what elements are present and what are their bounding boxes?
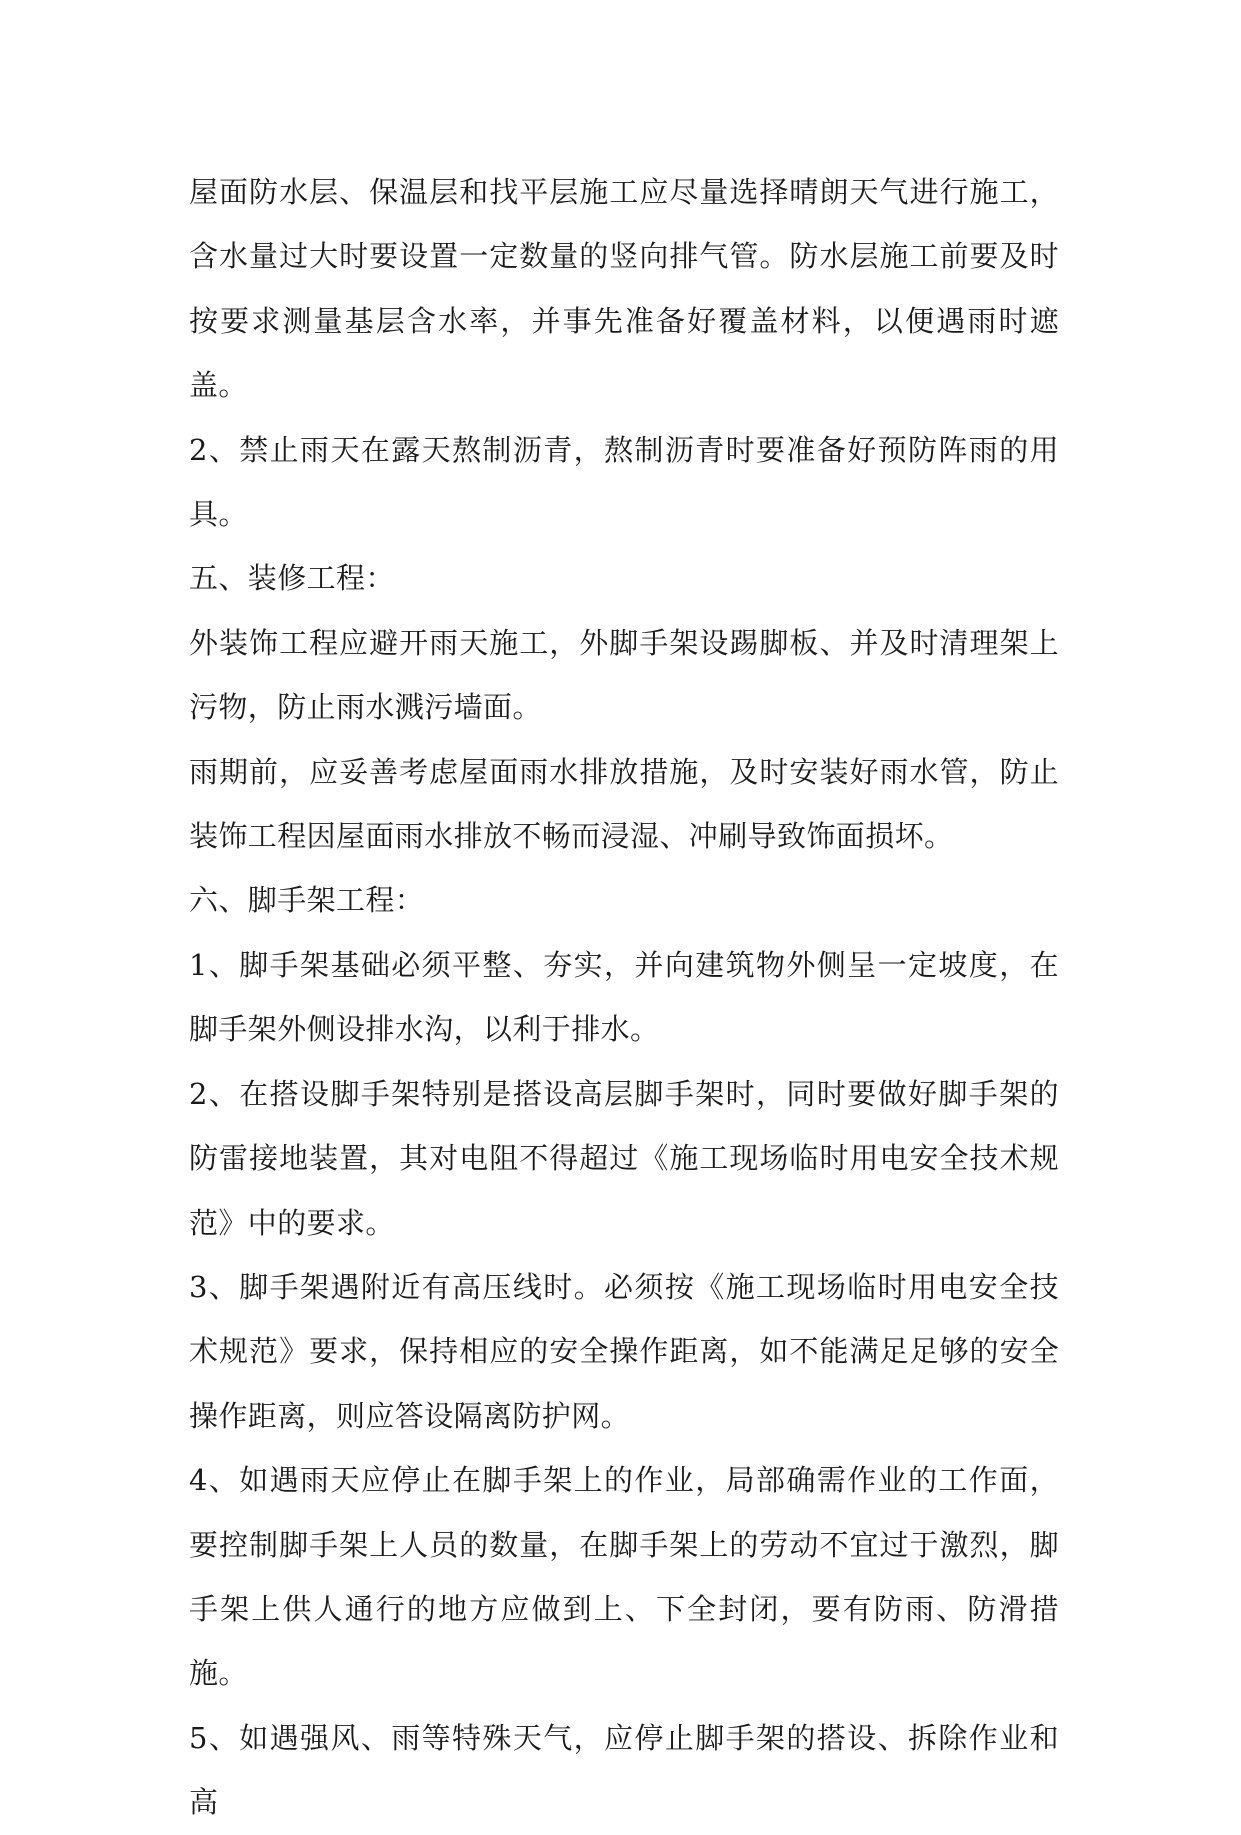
section-heading-scaffolding: 六、脚手架工程： bbox=[189, 883, 425, 918]
paragraph-roof-waterproofing: 屋面防水层、保温层和找平层施工应尽量选择晴朗天气进行施工，含水量过大时要设置一定数量的竖向排气管。防水层施工前要及时按要求测量基层含水率，并事先准备好覆盖材料，以便遇雨时遮盖。 bbox=[189, 175, 1059, 403]
paragraph-exterior-decoration: 外装饰工程应避开雨天施工，外脚手架设踢脚板、并及时清理架上污物，防止雨水溅污墙面。 bbox=[189, 625, 1059, 725]
paragraph-scaffold-strong-wind: 5、如遇强风、雨等特殊天气，应停止脚手架的搭设、拆除作业和高 bbox=[189, 1720, 1059, 1820]
paragraph-rain-drainage: 雨期前，应妥善考虑屋面雨水排放措施，及时安装好雨水管，防止装饰工程因屋面雨水排放不畅而浸湿、冲刷导致饰面损坏。 bbox=[189, 754, 1059, 854]
paragraph-asphalt-rule: 2、禁止雨天在露天熬制沥青，熬制沥青时要准备好预防阵雨的用具。 bbox=[189, 432, 1059, 532]
document-body bbox=[189, 160, 1059, 1835]
paragraph-scaffold-high-voltage: 3、脚手架遇附近有高压线时。必须按《施工现场临时用电安全技术规范》要求，保持相应的安全操作距离，如不能满足足够的安全操作距离，则应答设隔离防护网。 bbox=[189, 1269, 1059, 1433]
section-heading-decoration: 五、装修工程： bbox=[189, 561, 395, 596]
paragraph-scaffold-rain-work: 4、如遇雨天应停止在脚手架上的作业，局部确需作业的工作面，要控制脚手架上人员的数量，在脚手架上的劳动不宜过于激烈，脚手架上供人通行的地方应做到上、下全封闭，要有防雨、防滑措施。 bbox=[189, 1463, 1059, 1691]
paragraph-scaffold-foundation: 1、脚手架基础必须平整、夯实，并向建筑物外侧呈一定坡度，在脚手架外侧设排水沟，以利于排水。 bbox=[189, 947, 1059, 1047]
paragraph-scaffold-lightning: 2、在搭设脚手架特别是搭设高层脚手架时，同时要做好脚手架的防雷接地装置，其对电阻不得超过《施工现场临时用电安全技术规范》中的要求。 bbox=[189, 1076, 1059, 1240]
